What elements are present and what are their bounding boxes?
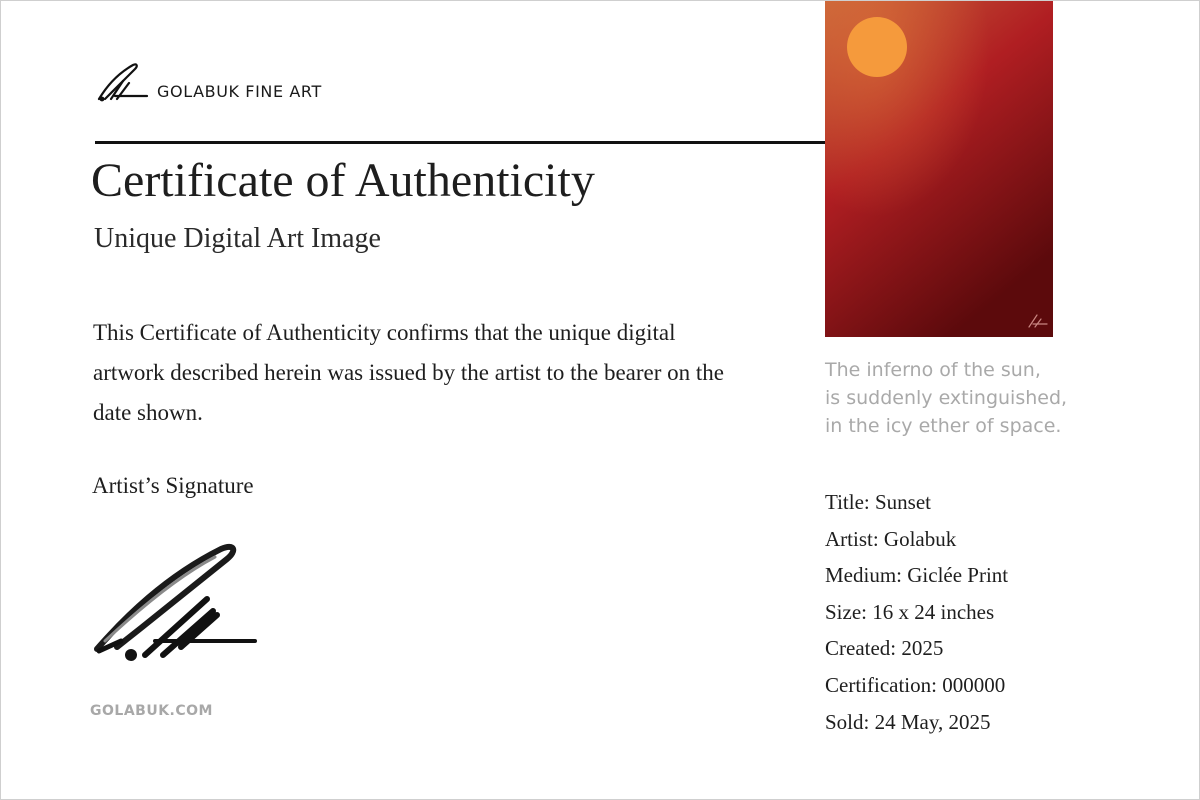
signature-logo-icon (93, 59, 149, 103)
brand-name: GOLABUK FINE ART (157, 82, 322, 101)
certificate-title: Certificate of Authenticity (91, 154, 595, 207)
detail-created: Created: 2025 (825, 636, 944, 661)
poem-line: in the icy ether of space. (825, 415, 1062, 437)
detail-medium: Medium: Giclée Print (825, 563, 1009, 588)
certificate-statement: This Certificate of Authenticity confirms that the unique digital artwork described herein was issued by the artist to the bearer on the date shown. (93, 320, 725, 425)
signature-label: Artist’s Signature (92, 473, 254, 498)
artwork-image (825, 1, 1053, 337)
certificate-subtitle: Unique Digital Art Image (94, 223, 381, 254)
detail-certification: Certification: 000000 (825, 672, 1006, 697)
artwork-details (825, 484, 1008, 740)
artist-signature (85, 537, 275, 673)
poem-line: is suddenly extinguished, (825, 387, 1068, 409)
brand-logo (93, 59, 322, 103)
website-link: GOLABUK.COM (90, 703, 213, 719)
artwork-poem (825, 356, 1067, 440)
header-divider (95, 141, 825, 144)
detail-size: Size: 16 x 24 inches (825, 599, 995, 624)
detail-artist: Artist: Golabuk (825, 526, 957, 551)
detail-title: Title: Sunset (825, 490, 932, 514)
detail-sold: Sold: 24 May, 2025 (825, 709, 991, 734)
sun-shape (847, 17, 907, 77)
poem-line: The inferno of the sun, (825, 359, 1041, 381)
